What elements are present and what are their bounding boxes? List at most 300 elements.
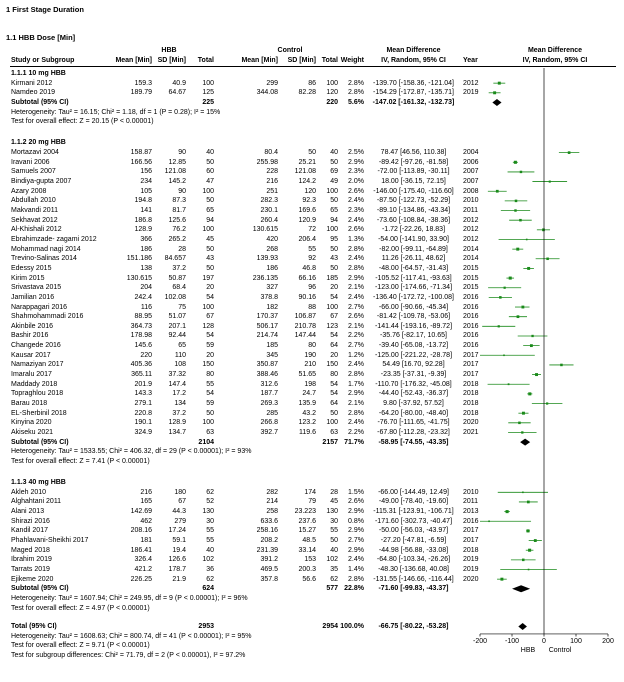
cell-s1: 90 <box>178 149 186 157</box>
cell-n2: 123 <box>326 322 338 330</box>
cell-m1: 165 <box>140 498 152 506</box>
cell-name: Akleh 2010 <box>11 488 47 496</box>
cell-ci: -81.42 [-109.78, -53.06] <box>376 313 451 321</box>
cell-n2: 35 <box>330 566 338 573</box>
cell-m2: 469.5 <box>260 566 278 573</box>
cell-m1: 105 <box>140 187 152 195</box>
cell-name: Kirim 2015 <box>11 274 45 282</box>
cell-name: Alghahtani 2011 <box>11 498 62 506</box>
x-tick-label: 100 <box>570 637 582 645</box>
cell-n1: 50 <box>206 409 214 417</box>
cell-w: 2.8% <box>348 409 364 417</box>
cell-s1: 67 <box>178 498 186 506</box>
cell-name: Imaralu 2017 <box>11 371 52 379</box>
cell-n1: 40 <box>206 149 214 157</box>
cell-n2: 50 <box>330 409 338 417</box>
cell-s2: 210 <box>304 361 316 369</box>
cell-year: 2019 <box>463 89 479 97</box>
cell-name: Shirazi 2016 <box>11 517 50 525</box>
cell-w: 2.9% <box>348 546 364 554</box>
cell-n2: 120 <box>326 89 338 97</box>
cell-s2: 88 <box>308 303 316 311</box>
cell-m2: 282 <box>266 488 278 496</box>
cell-name: Ebrahimzade- zagami 2012 <box>11 235 97 243</box>
cell-w: 2.8% <box>348 575 364 583</box>
cell-n2: 50 <box>330 197 338 205</box>
subtotal-label: Subtotal (95% CI) <box>11 438 69 446</box>
cell-m2: 269.3 <box>260 400 278 408</box>
cell-m1: 365.11 <box>131 371 152 379</box>
cell-year: 2018 <box>463 400 479 408</box>
cell-name: Bashir 2016 <box>11 332 49 340</box>
cell-m2: 266.8 <box>260 419 278 427</box>
cell-name: Jamilian 2016 <box>11 293 55 301</box>
cell-n2: 64 <box>330 400 338 408</box>
study-2-4-marker <box>526 529 529 532</box>
cell-n2: 80 <box>330 371 338 379</box>
cell-n2: 69 <box>330 168 338 176</box>
cell-n1: 47 <box>206 178 214 186</box>
cell-s1: 126.6 <box>168 556 186 564</box>
cell-s1: 134.7 <box>168 428 186 436</box>
cell-s2: 43.2 <box>302 409 316 417</box>
cell-year: 2019 <box>463 566 479 573</box>
cell-w: 2.3% <box>348 168 364 176</box>
cell-s2: 51.65 <box>298 371 316 379</box>
cell-w: 2.4% <box>348 293 364 301</box>
cell-n2: 100 <box>326 187 338 195</box>
cell-w: 2.8% <box>348 371 364 379</box>
cell-n1: 197 <box>202 274 214 282</box>
header-ci-plot: IV, Random, 95% CI <box>522 57 588 64</box>
cell-s2: 23.223 <box>294 508 316 516</box>
cell-n1: 36 <box>206 566 214 573</box>
subtotal-ci: -147.02 [-161.32, -132.73] <box>372 98 455 106</box>
cell-year: 2016 <box>463 303 479 311</box>
cell-year: 2016 <box>463 293 479 301</box>
study-0-1-marker <box>493 91 496 94</box>
cell-s1: 207.1 <box>168 322 186 330</box>
cell-year: 2008 <box>463 187 479 195</box>
cell-m2: 388.46 <box>256 371 278 379</box>
cell-w: 2.4% <box>348 361 364 369</box>
cell-name: Maddady 2018 <box>11 380 58 388</box>
cell-year: 2016 <box>463 517 479 525</box>
cell-s1: 75 <box>178 303 186 311</box>
cell-name: Srivastava 2015 <box>11 284 62 292</box>
cell-n2: 50 <box>330 245 338 253</box>
cell-name: Alani 2013 <box>11 508 45 516</box>
cell-ci: -48.00 [-64.57, -31.43] <box>378 264 449 272</box>
header-weight: Weight <box>340 57 364 64</box>
cell-n2: 20 <box>330 351 338 359</box>
study-1-27-marker <box>522 412 525 415</box>
cell-ci: 54.49 [16.70, 92.28] <box>382 361 445 369</box>
cell-year: 2018 <box>463 409 479 417</box>
cell-name: Al-Khishali 2012 <box>11 226 62 234</box>
cell-m2: 312.6 <box>260 380 278 388</box>
cell-s2: 92 <box>308 255 316 263</box>
cell-w: 2.1% <box>348 284 364 292</box>
cell-ci: -73.60 [-108.84, -38.36] <box>376 216 451 224</box>
section-title: 1 First Stage Duration <box>6 5 84 14</box>
heterogeneity-text: Heterogeneity: Tau² = 16.15; Chi² = 1.18, df = 1 (P = 0.28); I² = 15% <box>11 108 221 116</box>
cell-m2: 268 <box>266 245 278 253</box>
cell-year: 2010 <box>463 488 479 496</box>
cell-name: Namaziyan 2017 <box>11 361 64 369</box>
study-2-3-marker <box>488 520 490 522</box>
cell-m1: 116 <box>140 303 152 311</box>
cell-ci: -35.76 [-82.17, 10.65] <box>380 332 447 340</box>
cell-m2: 187.7 <box>260 390 278 398</box>
cell-ci: -39.40 [-65.08, -13.72] <box>378 342 449 350</box>
cell-ci: -110.70 [-176.32, -45.08] <box>375 380 452 388</box>
cell-s2: 33.14 <box>298 546 316 554</box>
subtotal-n2: 220 <box>326 98 338 106</box>
cell-year: 2021 <box>463 428 479 436</box>
cell-name: Barau 2018 <box>11 400 48 408</box>
comparison-title: 1.1 HBB Dose [Min] <box>6 33 76 42</box>
cell-n2: 95 <box>330 235 338 243</box>
cell-year: 2017 <box>463 527 479 535</box>
cell-name: Namdeo 2019 <box>11 89 55 97</box>
cell-m1: 220 <box>140 351 152 359</box>
subtotal-label: Subtotal (95% CI) <box>11 98 69 106</box>
cell-n1: 45 <box>206 235 214 243</box>
cell-m1: 178.98 <box>130 332 152 340</box>
cell-s2: 72 <box>308 226 316 234</box>
cell-m2: 228 <box>266 168 278 176</box>
cell-name: EL-Sherbinil 2018 <box>11 409 67 417</box>
cell-year: 2010 <box>463 197 479 205</box>
cell-s1: 125.6 <box>168 216 186 224</box>
cell-n1: 50 <box>206 197 214 205</box>
study-1-11-marker <box>546 258 549 261</box>
cell-n1: 100 <box>202 419 214 427</box>
cell-n2: 130 <box>326 508 338 516</box>
cell-n2: 54 <box>330 380 338 388</box>
header-mean-difference: Mean Difference <box>386 47 441 54</box>
cell-s1: 17.2 <box>172 390 186 398</box>
cell-year: 2017 <box>463 537 479 545</box>
cell-ci: -44.98 [-56.88, -33.08] <box>378 546 449 554</box>
cell-w: 2.6% <box>348 187 364 195</box>
cell-name: Kausar 2017 <box>11 351 51 359</box>
cell-m2: 327 <box>266 284 278 292</box>
cell-m2: 214.74 <box>256 332 278 340</box>
study-1-12-marker <box>527 267 530 270</box>
total-diamond <box>518 623 527 630</box>
total-w: 100.0% <box>340 622 364 630</box>
subtotal-n2: 2157 <box>322 438 338 446</box>
cell-year: 2017 <box>463 351 479 359</box>
cell-year: 2016 <box>463 322 479 330</box>
total-n2: 2954 <box>322 622 338 630</box>
cell-n2: 150 <box>326 361 338 369</box>
study-0-0-marker <box>498 82 501 85</box>
cell-ci: -27.20 [-47.81, -6.59] <box>380 537 447 545</box>
study-1-6-marker <box>514 209 516 211</box>
subtotal-diamond-2 <box>512 585 530 592</box>
cell-n2: 100 <box>326 303 338 311</box>
heterogeneity-text: Heterogeneity: Tau² = 1607.94; Chi² = 249.95, df = 9 (P < 0.00001); I² = 96% <box>11 594 248 602</box>
cell-n1: 54 <box>206 332 214 340</box>
header-mean2: Mean [Min] <box>241 57 278 64</box>
cell-m1: 88.95 <box>134 313 152 321</box>
cell-n1: 40 <box>206 546 214 554</box>
cell-m1: 130.615 <box>126 274 152 282</box>
cell-n2: 54 <box>330 293 338 301</box>
cell-s2: 50 <box>308 149 316 157</box>
study-1-20-marker <box>530 344 533 347</box>
study-2-6-marker <box>528 549 531 552</box>
cell-m2: 139.93 <box>256 255 278 263</box>
cell-ci: -123.00 [-174.66, -71.34] <box>374 284 453 292</box>
cell-m1: 143.3 <box>134 390 152 398</box>
header-sd2: SD [Min] <box>287 57 316 64</box>
cell-name: Ibrahim 2019 <box>11 556 52 564</box>
cell-s1: 37.2 <box>172 409 186 417</box>
cell-s2: 174 <box>304 488 316 496</box>
cell-name: Sekhavat 2012 <box>11 216 58 224</box>
cell-ci: -50.00 [-56.03, -43.97] <box>378 527 449 535</box>
cell-w: 2.7% <box>348 342 364 350</box>
cell-s1: 68.4 <box>172 284 186 292</box>
subtotal-ci: -71.60 [-99.83, -43.37] <box>378 585 449 593</box>
cell-s2: 96 <box>308 284 316 292</box>
cell-m1: 421.2 <box>134 566 152 573</box>
cell-s1: 21.9 <box>172 575 186 583</box>
cell-name: Edessy 2015 <box>11 264 52 272</box>
cell-w: 0.8% <box>348 517 364 525</box>
cell-s1: 84.657 <box>164 255 186 263</box>
cell-ci: 9.80 [-37.92, 57.52] <box>383 400 444 408</box>
cell-n1: 43 <box>206 255 214 263</box>
cell-year: 2015 <box>463 284 479 292</box>
cell-s1: 19.4 <box>172 546 186 554</box>
cell-m2: 260.4 <box>260 216 278 224</box>
cell-m2: 344.08 <box>256 89 278 97</box>
cell-name: Kandil 2017 <box>11 527 48 535</box>
cell-m2: 130.615 <box>252 226 278 234</box>
total-n1: 2953 <box>198 622 214 630</box>
cell-ci: 11.26 [-26.11, 48.62] <box>381 255 446 263</box>
cell-name: Iravani 2006 <box>11 158 50 166</box>
cell-year: 2018 <box>463 546 479 554</box>
cell-w: 2.9% <box>348 274 364 282</box>
cell-w: 2.4% <box>348 216 364 224</box>
cell-name: Trevino-Salinas 2014 <box>11 255 77 263</box>
study-2-9-marker <box>500 578 503 581</box>
total-heterogeneity: Heterogeneity: Tau² = 1608.63; Chi² = 800.74, df = 41 (P < 0.00001); I² = 95% <box>11 632 252 640</box>
study-2-1-marker <box>527 501 530 504</box>
overall-effect-text: Test for overall effect: Z = 4.97 (P < 0.00001) <box>11 604 150 612</box>
heterogeneity-text: Heterogeneity: Tau² = 1533.55; Chi² = 406.32, df = 29 (P < 0.00001); I² = 93% <box>11 448 252 456</box>
x-tick-label: -100 <box>504 637 519 645</box>
study-1-1-marker <box>514 161 517 164</box>
cell-ci: -23.35 [-37.31, -9.39] <box>380 371 447 379</box>
cell-s1: 37.2 <box>172 264 186 272</box>
cell-s2: 25.21 <box>298 158 316 166</box>
cell-ci: -66.00 [-144.49, 12.49] <box>378 488 449 496</box>
cell-s1: 17.24 <box>168 527 186 535</box>
cell-name: Kinyina 2020 <box>11 419 52 427</box>
cell-m2: 299 <box>266 79 278 87</box>
study-1-18-marker <box>498 325 500 327</box>
cell-name: Kirmani 2012 <box>11 79 53 87</box>
cell-s1: 65 <box>178 342 186 350</box>
cell-ci: 18.00 [-36.15, 72.15] <box>381 178 446 186</box>
cell-m2: 236.135 <box>252 274 278 282</box>
cell-m1: 326.4 <box>134 556 152 564</box>
cell-m1: 159.3 <box>134 79 152 87</box>
subtotal-w: 71.7% <box>344 438 364 446</box>
subtotal-n1: 624 <box>202 585 214 593</box>
study-1-9-marker <box>526 239 528 241</box>
study-2-0-marker <box>522 492 524 494</box>
cell-n1: 125 <box>202 89 214 97</box>
cell-w: 2.4% <box>348 197 364 205</box>
study-1-16-marker <box>521 306 524 309</box>
cell-m1: 190.1 <box>134 419 152 427</box>
cell-s2: 124.2 <box>298 178 316 186</box>
cell-s2: 48.5 <box>302 537 316 545</box>
cell-s2: 24.7 <box>302 390 316 398</box>
cell-s1: 51.07 <box>168 313 186 321</box>
cell-n1: 59 <box>206 342 214 350</box>
cell-m2: 285 <box>266 409 278 417</box>
cell-name: Makvandi 2011 <box>11 207 58 215</box>
cell-w: 1.2% <box>348 351 364 359</box>
subgroup-differences: Test for subgroup differences: Chi² = 71.79, df = 2 (P < 0.00001), I² = 97.2% <box>11 651 246 659</box>
cell-name: Topraghlou 2018 <box>11 390 64 398</box>
cell-s1: 178.7 <box>168 566 186 573</box>
cell-n1: 130 <box>202 508 214 516</box>
cell-name: Changede 2016 <box>11 342 61 350</box>
subtotal-w: 22.8% <box>344 585 364 593</box>
cell-name: Mortazavi 2004 <box>11 149 59 157</box>
header-ci: IV, Random, 95% CI <box>381 57 446 64</box>
cell-n1: 102 <box>202 556 214 564</box>
cell-s2: 210.78 <box>294 322 316 330</box>
header-total2: Total <box>321 57 338 64</box>
cell-s1: 92.44 <box>168 332 186 340</box>
cell-n2: 102 <box>326 556 338 564</box>
cell-s1: 59.1 <box>172 537 186 545</box>
study-2-2-marker <box>506 510 509 513</box>
cell-m2: 378.8 <box>260 293 278 301</box>
cell-n2: 185 <box>326 274 338 282</box>
study-1-19-marker <box>531 335 533 337</box>
subgroup-title: 1.1.2 20 mg HBB <box>11 139 66 147</box>
cell-ci: -89.42 [-97.26, -81.58] <box>378 158 449 166</box>
cell-m1: 145.6 <box>134 342 152 350</box>
total-ci: -66.75 [-80.22, -53.28] <box>378 622 449 630</box>
cell-year: 2014 <box>463 255 479 263</box>
cell-n2: 50 <box>330 264 338 272</box>
cell-m1: 138 <box>140 264 152 272</box>
total-overall-effect: Test for overall effect: Z = 9.71 (P < 0.00001) <box>11 642 150 650</box>
cell-name: Tarrats 2019 <box>11 566 50 573</box>
cell-name: Narappagari 2016 <box>11 303 68 311</box>
cell-s2: 206.4 <box>298 235 316 243</box>
cell-s2: 169.6 <box>298 207 316 215</box>
cell-n1: 55 <box>206 527 214 535</box>
cell-s1: 134 <box>174 400 186 408</box>
cell-n2: 94 <box>330 216 338 224</box>
cell-year: 2011 <box>463 498 479 506</box>
cell-w: 2.1% <box>348 322 364 330</box>
cell-ci: -136.40 [-172.72, -100.08] <box>373 293 454 301</box>
cell-m1: 234 <box>140 178 152 186</box>
study-2-5-marker <box>534 539 537 542</box>
cell-year: 2016 <box>463 332 479 340</box>
study-1-15-marker <box>499 296 502 299</box>
cell-w: 1.3% <box>348 235 364 243</box>
cell-year: 2012 <box>463 226 479 234</box>
header-sd1: SD [Min] <box>157 57 186 64</box>
overall-effect-text: Test for overall effect: Z = 7.41 (P < 0.00001) <box>11 457 150 465</box>
cell-s2: 15.27 <box>298 527 316 535</box>
cell-w: 2.7% <box>348 537 364 545</box>
cell-ci: -44.40 [-52.43, -36.37] <box>378 390 449 398</box>
subtotal-ci: -58.95 [-74.55, -43.35] <box>378 438 449 446</box>
study-1-21-marker <box>503 354 505 356</box>
cell-ci: -89.10 [-134.86, -43.34] <box>376 207 451 215</box>
cell-s2: 82.28 <box>298 89 316 97</box>
cell-ci: -154.29 [-172.87, -135.71] <box>373 89 454 97</box>
cell-s2: 80 <box>308 342 316 350</box>
cell-w: 2.9% <box>348 390 364 398</box>
cell-w: 2.6% <box>348 498 364 506</box>
cell-n1: 30 <box>206 517 214 525</box>
cell-n1: 80 <box>206 371 214 379</box>
cell-s1: 147.4 <box>168 380 186 388</box>
cell-m1: 226.25 <box>130 575 152 583</box>
cell-w: 2.9% <box>348 158 364 166</box>
cell-ci: -87.50 [-122.73, -52.29] <box>376 197 451 205</box>
cell-year: 2019 <box>463 556 479 564</box>
cell-n1: 94 <box>206 216 214 224</box>
cell-w: 2.8% <box>348 89 364 97</box>
cell-n2: 30 <box>330 517 338 525</box>
cell-s2: 106.87 <box>294 313 316 321</box>
cell-name: Akiseku 2021 <box>11 428 54 436</box>
cell-s1: 37.32 <box>168 371 186 379</box>
cell-w: 2.3% <box>348 207 364 215</box>
cell-s2: 237.6 <box>298 517 316 525</box>
cell-m2: 391.2 <box>260 556 278 564</box>
cell-year: 2016 <box>463 313 479 321</box>
cell-m2: 230.1 <box>260 207 278 215</box>
study-1-7-marker <box>519 219 522 222</box>
cell-m1: 242.4 <box>134 293 152 301</box>
cell-year: 2012 <box>463 235 479 243</box>
cell-w: 2.6% <box>348 313 364 321</box>
cell-year: 2018 <box>463 380 479 388</box>
cell-n2: 40 <box>330 149 338 157</box>
cell-ci: -146.00 [-175.40, -116.60] <box>373 187 454 195</box>
cell-s1: 87.3 <box>172 197 186 205</box>
cell-n2: 100 <box>326 419 338 427</box>
cell-w: 2.7% <box>348 303 364 311</box>
cell-ci: -64.20 [-80.00, -48.40] <box>378 409 449 417</box>
study-1-8-marker <box>542 228 545 231</box>
cell-ci: -141.44 [-193.16, -89.72] <box>374 322 453 330</box>
header-group-control: Control <box>277 47 303 54</box>
x-tick-label: -200 <box>472 637 487 645</box>
cell-year: 2011 <box>463 207 479 215</box>
